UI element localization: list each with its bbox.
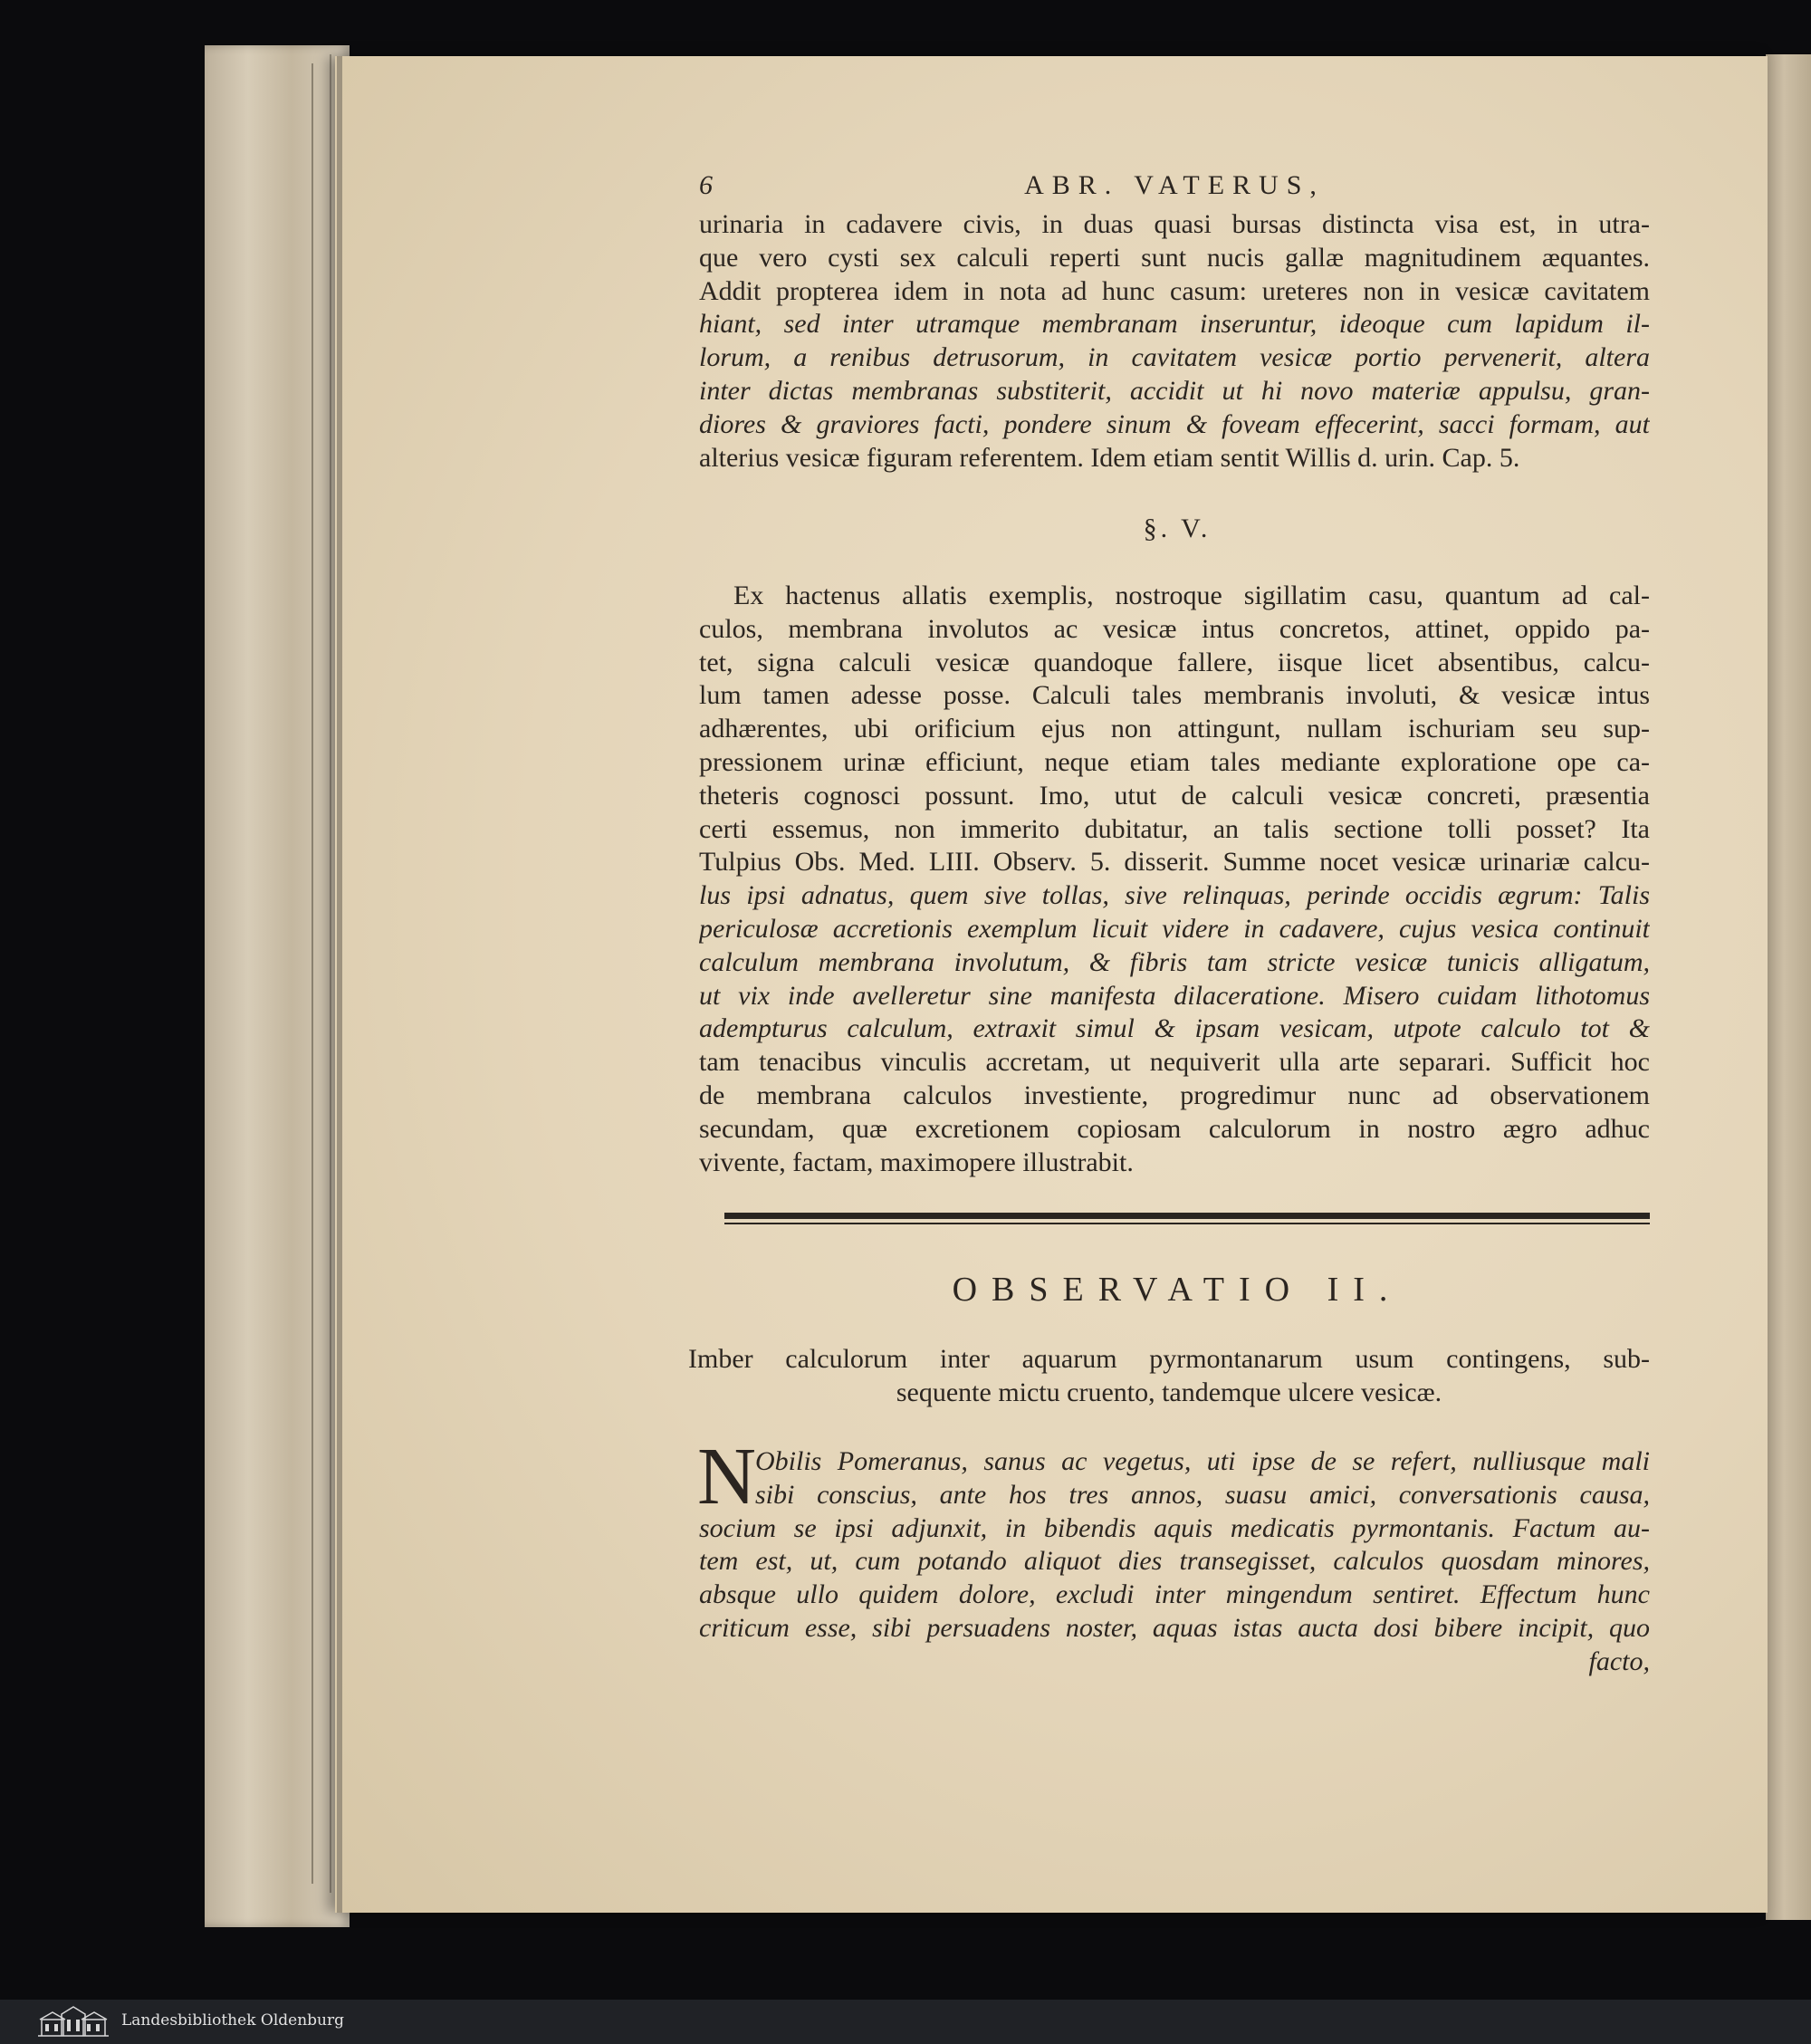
- text-line: Tulpius Obs. Med. LIII. Observ. 5. disserit. Summe nocet vesicæ urinariæ calcu-: [699, 847, 1650, 878]
- page-number: 6: [699, 170, 713, 200]
- text-line: criticum esse, sibi persuadens noster, aquas istas aucta dosi bibere incipit, quo: [699, 1612, 1650, 1643]
- opposite-page-edge: [1766, 54, 1811, 1920]
- subtitle-line: sequente mictu cruento, tandemque ulcere vesicæ.: [896, 1377, 1442, 1407]
- text-line: Addit propterea idem in nota ad hunc casum: ureteres non in vesicæ cavitatem: [699, 275, 1650, 306]
- text-line: Ex hactenus allatis exemplis, nostroque sigillatim casu, quantum ad cal-: [733, 581, 1650, 610]
- footer-bar: [0, 2000, 1811, 2044]
- text-line: secundam, quæ excretionem copiosam calculorum in nostro ægro adhuc: [699, 1113, 1650, 1144]
- rule-thin-line: [724, 1223, 1650, 1224]
- section-heading: §. V.: [1143, 513, 1212, 543]
- text-line: lum tamen adesse posse. Calculi tales membranis involuti, & vesicæ intus: [699, 680, 1650, 711]
- text-line: diores & graviores facti, pondere sinum & foveam effecerint, sacci formam, aut: [699, 408, 1650, 439]
- rule-thick-line: [724, 1213, 1650, 1219]
- running-head: [699, 167, 1650, 206]
- text-line: hiant, sed inter utramque membranam inseruntur, ideoque cum lapidum il-: [699, 309, 1650, 340]
- text-line: alterius vesicæ figuram referentem. Idem etiam sentit Willis d. urin. Cap. 5.: [699, 442, 1520, 473]
- text-line: Obilis Pomeranus, sanus ac vegetus, uti ipse de se refert, nulliusque mali: [755, 1446, 1650, 1476]
- text-line: sibi conscius, ante hos tres annos, suasu amici, conversationis causa,: [755, 1479, 1650, 1510]
- paragraph-3: [699, 1445, 1650, 1679]
- text-line: inter dictas membranas substiterit, accidit ut hi novo materiæ appulsu, gran-: [699, 375, 1650, 406]
- subtitle-line: Imber calculorum inter aquarum pyrmontanarum usum contingens, sub-: [688, 1344, 1650, 1374]
- drop-cap: N: [697, 1432, 756, 1521]
- text-line: adempturus calculum, extraxit simul & ipsam vesicam, utpote calculo tot &: [699, 1013, 1650, 1044]
- library-building-icon: [36, 2005, 110, 2038]
- text-line: de membrana calculos investiente, progredimur nunc ad observationem: [699, 1080, 1650, 1110]
- text-line: periculosæ accretionis exemplum licuit videre in cadavere, cujus vesica continuit: [699, 913, 1650, 944]
- text-line: tet, signa calculi vesicæ quandoque fallere, iisque licet absentibus, calcu-: [699, 647, 1650, 677]
- catchword: facto,: [1588, 1646, 1650, 1676]
- text-line: vivente, factam, maximopere illustrabit.: [699, 1147, 1134, 1177]
- text-line: lorum, a renibus detrusorum, in cavitatem vesicæ portio pervenerit, altera: [699, 342, 1650, 373]
- observatio-title: OBSERVATIO II.: [952, 1271, 1403, 1309]
- text-line: ut vix inde avelleretur sine manifesta dilaceratione. Misero cuidam lithotomus: [699, 980, 1650, 1011]
- text-line: tam tenacibus vinculis accretam, ut nequiverit ulla arte separari. Sufficit hoc: [699, 1047, 1650, 1078]
- text-line: certi essemus, non immerito dubitatur, an talis sectione tolli posset? Ita: [699, 813, 1650, 844]
- library-name: Landesbibliothek Oldenburg: [121, 2011, 345, 2030]
- text-line: urinaria in cadavere civis, in duas quasi bursas distincta visa est, in utra-: [699, 209, 1650, 239]
- text-line: que vero cysti sex calculi reperti sunt nucis gallæ magnitudinem æquantes.: [699, 242, 1650, 273]
- text-line: socium se ipsi adjunxit, in bibendis aquis medicatis pyrmontanis. Factum au-: [699, 1512, 1650, 1543]
- text-line: pressionem urinæ efficiunt, neque etiam tales mediante exploratione ope ca-: [699, 746, 1650, 777]
- text-line: culos, membrana involutos ac vesicæ intus concretos, attinet, oppido pa-: [699, 613, 1650, 644]
- text-line: lus ipsi adnatus, quem sive tollas, sive relinquas, perinde occidis ægrum: Talis: [699, 880, 1650, 911]
- text-line: tem est, ut, cum potando aliquot dies transegisset, calculos quosdam minores,: [699, 1546, 1650, 1577]
- text-line: theteris cognosci possunt. Imo, utut de calculi vesicæ concreti, præsentia: [699, 780, 1650, 811]
- paragraph-2: [699, 580, 1650, 1179]
- page-binding-edge: [337, 56, 342, 1913]
- double-rule-divider: [724, 1213, 1650, 1227]
- page-stack-left: [205, 45, 350, 1927]
- text-line: calculum membrana involutum, & fibris tam stricte vesicæ tunicis alligatum,: [699, 946, 1650, 977]
- running-head-title: ABR. VATERUS,: [1024, 170, 1325, 200]
- observatio-subtitle: [688, 1342, 1650, 1409]
- text-line: absque ullo quidem dolore, excludi inter mingendum sentiret. Effectum hunc: [699, 1579, 1650, 1610]
- paragraph-1: [699, 208, 1650, 475]
- text-line: adhærentes, ubi orificium ejus non attingunt, nullam ischuriam seu sup-: [699, 714, 1650, 744]
